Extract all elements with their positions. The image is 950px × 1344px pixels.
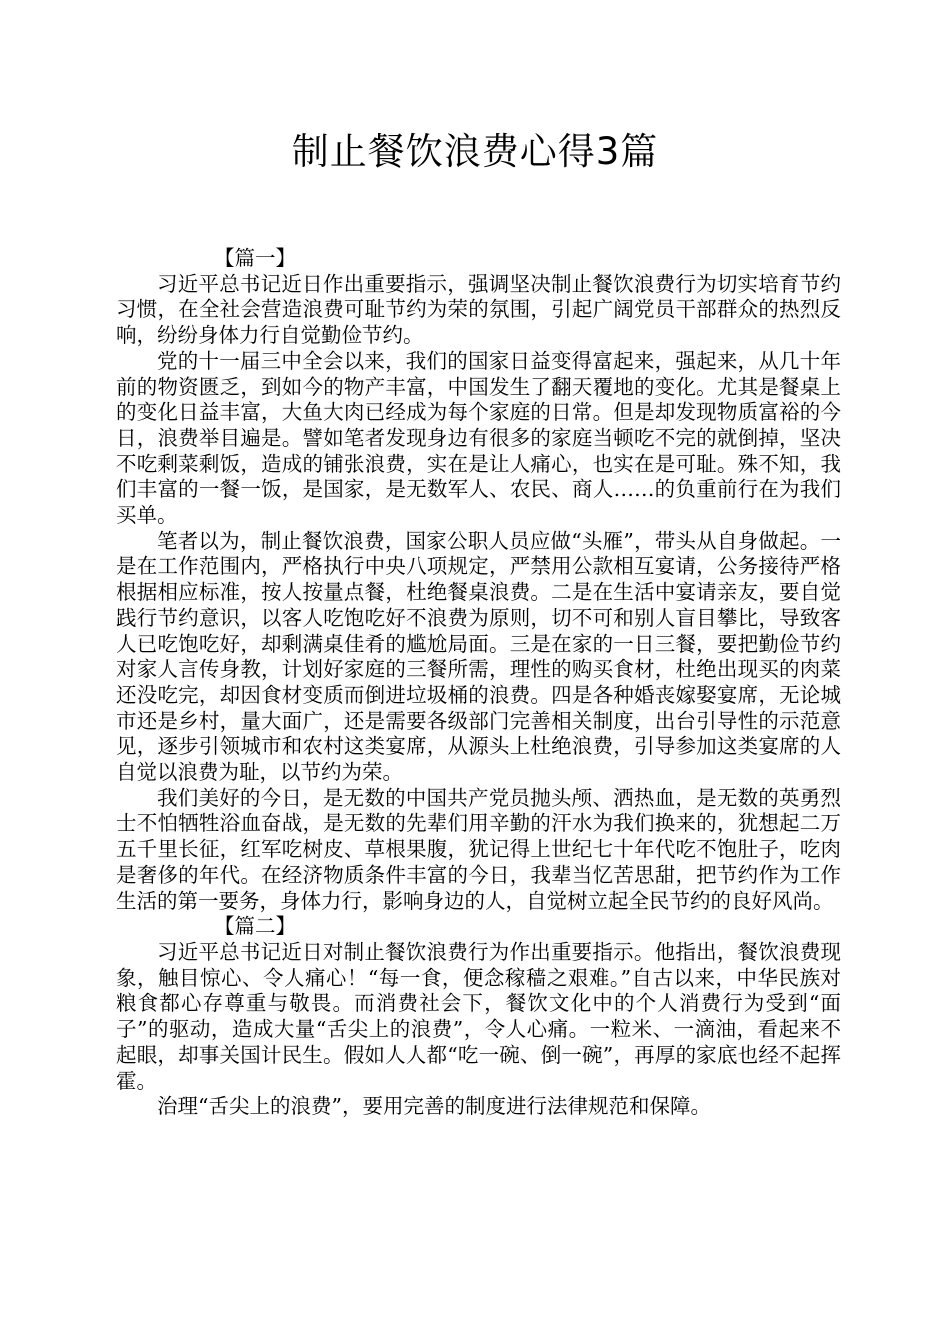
paragraph: 我们美好的今日，是无数的中国共产党员抛头颅、洒热血，是无数的英勇烈士不怕牺牲浴血奋战，是无数的先辈们用辛勤的汗水为我们换来的，犹想起二万五千里长征，红军吃树皮、草根果腹，犹记得上世纪七十年代吃不饱肚子，吃肉是奢侈的年代。在经济物质条件丰富的今日，我辈当忆苦思甜，把节约作为工作生活的第一要务，身体力行，影响身边的人，自觉树立起全民节约的良好风尚。 xyxy=(116,785,841,913)
paragraph: 治理“舌尖上的浪费”，要用完善的制度进行法律规范和保障。 xyxy=(157,1094,711,1119)
document-title: 制止餐饮浪费心得3篇 xyxy=(291,130,659,173)
document-body xyxy=(116,246,841,1120)
section-2 xyxy=(116,914,841,1120)
paragraph: 笔者以为，制止餐饮浪费，国家公职人员应做“头雁”，带头从自身做起。一是在工作范围内，严格执行中央八项规定，严禁用公款相互宴请，公务接待严格根据相应标准，按人按量点餐，杜绝餐桌浪费。二是在生活中宴请亲友，要自觉践行节约意识，以客人吃饱吃好不浪费为原则，切不可和别人盲目攀比，导致客人已吃饱吃好，却剩满桌佳肴的尴尬局面。三是在家的一日三餐，要把勤俭节约对家人言传身教，计划好家庭的三餐所需，理性的购买食材，杜绝出现买的肉菜还没吃完，却因食材变质而倒进垃圾桶的浪费。四是各种婚丧嫁娶宴席，无论城市还是乡村，量大面广，还是需要各级部门完善相关制度，出台引导性的示范意见，逐步引领城市和农村这类宴席，从源头上杜绝浪费，引导参加这类宴席的人自觉以浪费为耻，以节约为荣。 xyxy=(116,528,841,785)
paragraph: 习近平总书记近日对制止餐饮浪费行为作出重要指示。他指出，餐饮浪费现象，触目惊心、令人痛心！“每一食，便念稼穑之艰难。”自古以来，中华民族对粮食都心存尊重与敬畏。而消费社会下，餐饮文化中的个人消费行为受到“面子”的驱动，造成大量“舌尖上的浪费”，令人心痛。一粒米、一滴油，看起来不起眼，却事关国计民生。假如人人都“吃一碗、倒一碗”，再厚的家底也经不起挥霍。 xyxy=(116,939,841,1093)
section-heading: 【篇二】 xyxy=(214,914,296,939)
paragraph: 党的十一届三中全会以来，我们的国家日益变得富起来，强起来，从几十年前的物资匮乏，到如今的物产丰富，中国发生了翻天覆地的变化。尤其是餐桌上的变化日益丰富，大鱼大肉已经成为每个家庭的日常。但是却发现物质富裕的今日，浪费举目遍是。譬如笔者发现身边有很多的家庭当顿吃不完的就倒掉，坚决不吃剩菜剩饭，造成的铺张浪费，实在是让人痛心，也实在是可耻。殊不知，我们丰富的一餐一饭，是国家，是无数军人、农民、商人……的负重前行在为我们买单。 xyxy=(116,348,841,528)
paragraph: 习近平总书记近日作出重要指示，强调坚决制止餐饮浪费行为切实培育节约习惯，在全社会营造浪费可耻节约为荣的氛围，引起广阔党员干部群众的热烈反响，纷纷身体力行自觉勤俭节约。 xyxy=(116,271,841,348)
section-heading: 【篇一】 xyxy=(214,246,296,270)
section-1 xyxy=(116,246,841,914)
